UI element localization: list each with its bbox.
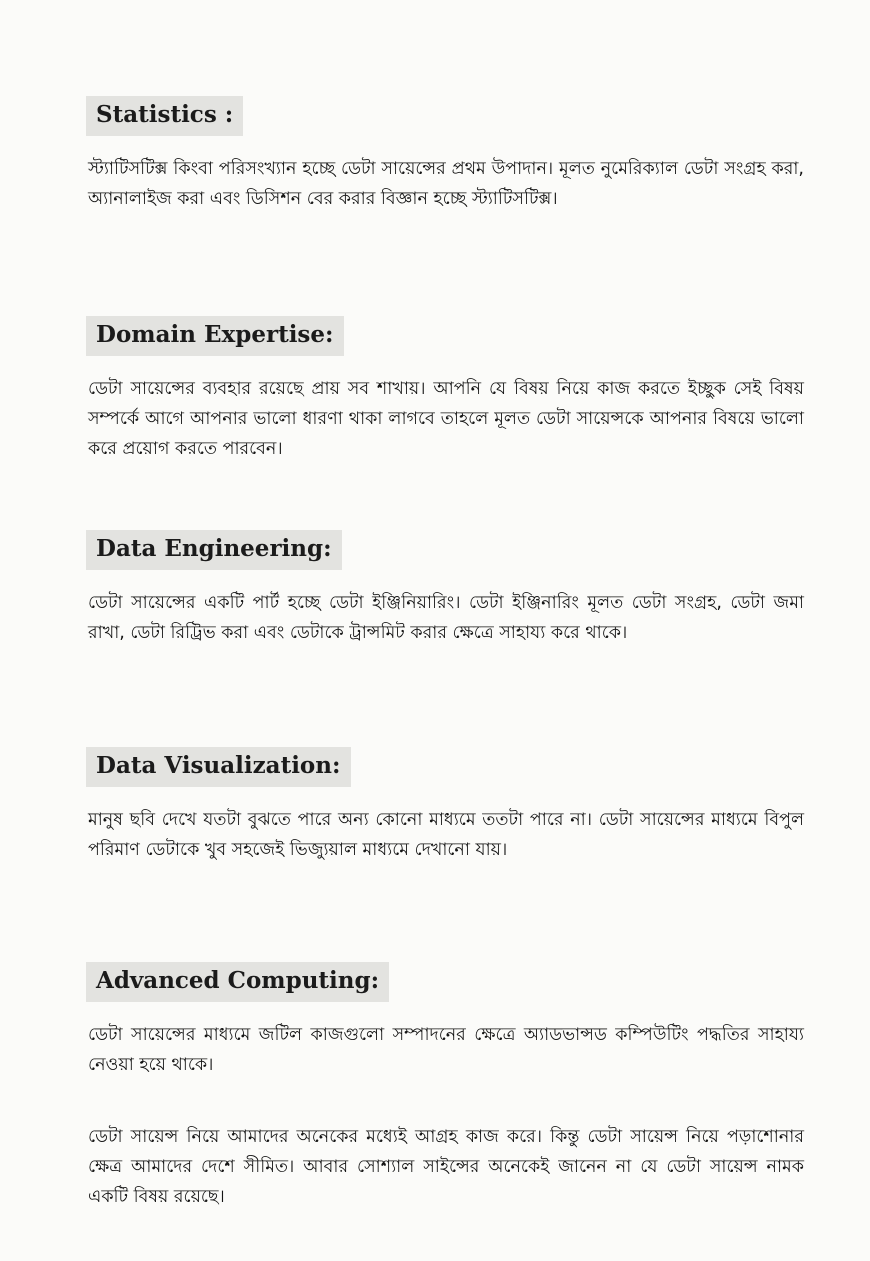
section-heading: Domain Expertise: [86,316,344,356]
section-body: ডেটা সায়েন্সের একটি পার্ট হচ্ছে ডেটা ইঞ্জিনিয়ারিং। ডেটা ইঞ্জিনারিং মূলত ডেটা সংগ্রহ, ডেটা জমা রাখা, ডেটা রিট্রিভ করা এবং ডেটাকে ট্রান্সমিট করার ক্ষেত্রে সাহায্য করে থাকে। [88,593,804,643]
section-body: স্ট্যাটিসটিক্স কিংবা পরিসংখ্যান হচ্ছে ডেটা সায়েন্সের প্রথম উপাদান। মূলত নুমেরিক্যাল ডেটা সংগ্রহ করা, অ্যানালাইজ করা এবং ডিসিশন বের করার বিজ্ঞান হচ্ছে স্ট্যাটিসটিক্স। [88,159,804,209]
section-heading: Data Visualization: [86,747,351,787]
section-body: মানুষ ছবি দেখে যতটা বুঝতে পারে অন্য কোনো মাধ্যমে ততটা পারে না। ডেটা সায়েন্সের মাধ্যমে বিপুল পরিমাণ ডেটাকে খুব সহজেই ভিজ্যুয়াল মাধ্যমে দেখানো যায়। [88,810,804,860]
section-statistics [86,96,804,214]
section-advanced-computing [86,962,804,1080]
section-data-engineering [86,530,804,648]
section-data-visualization [86,747,804,865]
section-heading: Statistics : [86,96,243,136]
section-body: ডেটা সায়েন্সের মাধ্যমে জটিল কাজগুলো সম্পাদনের ক্ষেত্রে অ্যাডভান্সড কম্পিউটিং পদ্ধতির সাহায্য নেওয়া হয়ে থাকে। [88,1025,804,1075]
section-body: ডেটা সায়েন্সের ব্যবহার রয়েছে প্রায় সব শাখায়। আপনি যে বিষয় নিয়ে কাজ করতে ইচ্ছুক সেই বিষয় সম্পর্কে আগে আপনার ভালো ধারণা থাকা লাগবে তাহলে মূলত ডেটা সায়েন্সকে আপনার বিষয়ে ভালো করে প্রয়োগ করতে পারবেন। [88,379,804,459]
section-heading: Data Engineering: [86,530,342,570]
closing-paragraph: ডেটা সায়েন্স নিয়ে আমাদের অনেকের মধ্যেই আগ্রহ কাজ করে। কিন্তু ডেটা সায়েন্স নিয়ে পড়াশোনার ক্ষেত্র আমাদের দেশে সীমিত। আবার সোশ্যাল সাইন্সের অনেকেই জানেন না যে ডেটা সায়েন্স নামক একটি বিষয় রয়েছে। [88,1127,804,1207]
section-domain-expertise [86,316,804,464]
section-heading: Advanced Computing: [86,962,389,1002]
